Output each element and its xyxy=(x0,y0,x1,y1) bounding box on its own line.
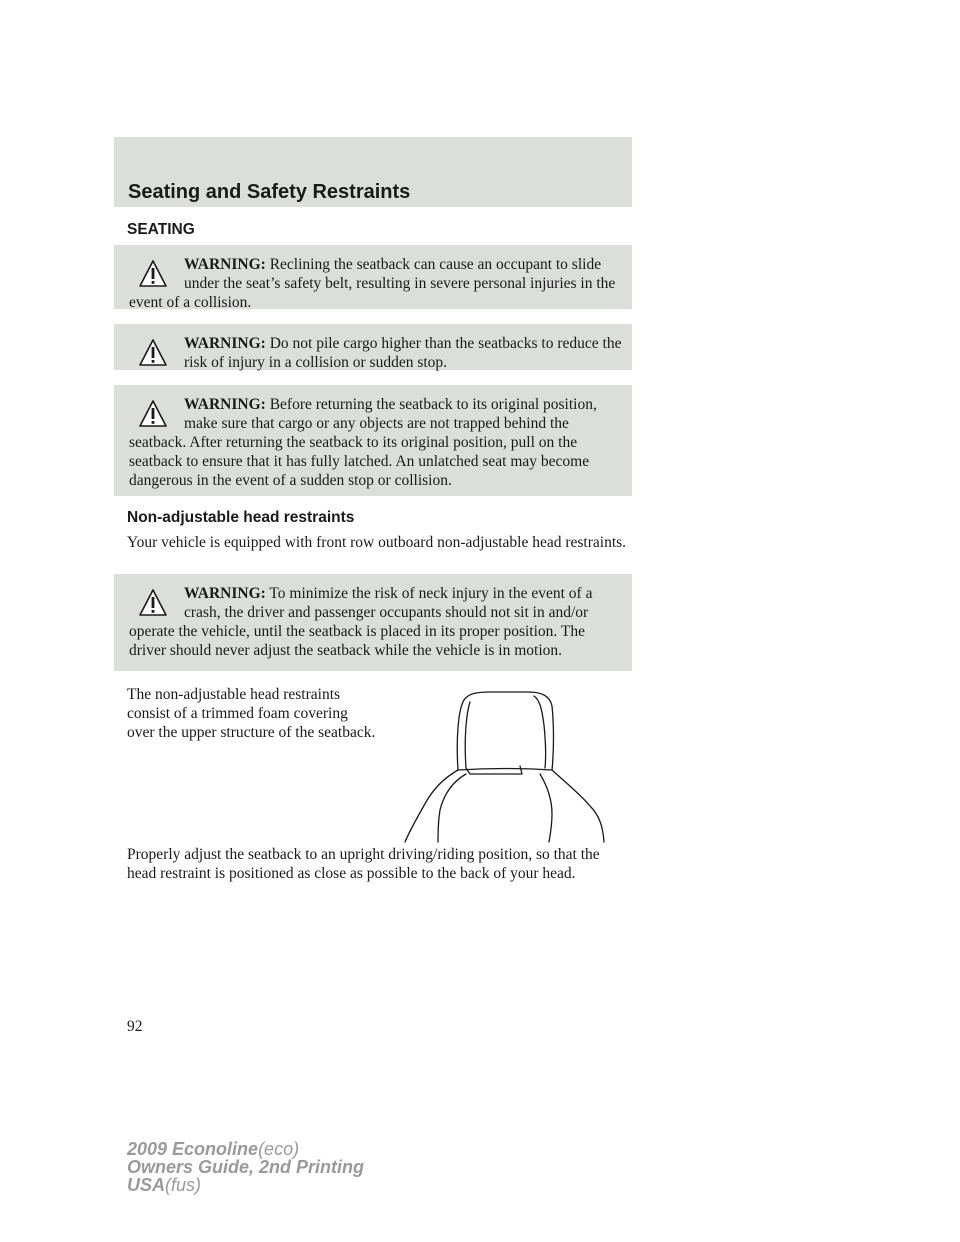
paragraph-consist: The non-adjustable head restraints consist of a trimmed foam covering over the upper structure of the seatback. xyxy=(127,686,376,741)
footer-print-info xyxy=(127,1140,364,1194)
paragraph-equipped: Your vehicle is equipped with front row outboard non-adjustable head restraints. xyxy=(127,534,627,551)
header-band xyxy=(114,137,632,207)
warning-box-returning-seatback xyxy=(114,385,632,496)
page-number: 92 xyxy=(127,1018,143,1035)
warning-triangle-icon xyxy=(138,338,168,368)
warning-label: WARNING: xyxy=(184,585,266,602)
warning-box-recline xyxy=(114,245,632,309)
warning-triangle-icon xyxy=(138,588,168,618)
warning-label: WARNING: xyxy=(184,396,266,413)
warning-text: Do not pile cargo higher than the seatbacks to reduce the risk of injury in a collision or sudden stop. xyxy=(184,335,622,371)
paragraph-adjust: Properly adjust the seatback to an upright driving/riding position, so that the head restraint is positioned as close as possible to the back of your head. xyxy=(127,846,600,882)
section-heading-head-restraints: Non-adjustable head restraints xyxy=(127,509,355,526)
warning-text: To minimize the risk of neck injury in the event of a crash, the driver and passenger occupants should not sit in and/or operate the vehicle, until the seatback is placed in its proper position. The driver should never adjust the seatback while the vehicle is in motion. xyxy=(129,585,593,659)
warning-label: WARNING: xyxy=(184,335,266,352)
footer-model-code: (eco) xyxy=(258,1139,300,1159)
footer-guide: Owners Guide, 2nd Printing xyxy=(127,1157,365,1177)
footer-market: USA xyxy=(127,1175,166,1195)
warning-label: WARNING: xyxy=(184,256,266,273)
footer-model: 2009 Econoline xyxy=(127,1139,259,1159)
footer-market-code: (fus) xyxy=(165,1175,202,1195)
warning-box-cargo xyxy=(114,324,632,370)
warning-text: Reclining the seatback can cause an occupant to slide under the seat’s safety belt, resulting in severe personal injuries in the event of a collision. xyxy=(129,256,616,311)
warning-triangle-icon xyxy=(138,259,168,289)
page-header-title: Seating and Safety Restraints xyxy=(128,181,411,203)
warning-text: Before returning the seatback to its original position, make sure that cargo or any objects are not trapped behind the seatback. After returning the seatback to its original position, pull on the seatback to ensure that it has fully latched. An unlatched seat may become dangerous in the event of a sudden stop or collision. xyxy=(129,396,597,489)
warning-triangle-icon xyxy=(138,399,168,429)
section-heading-seating: SEATING xyxy=(127,221,195,238)
warning-box-neck-injury xyxy=(114,574,632,671)
head-restraint-illustration xyxy=(400,690,615,850)
